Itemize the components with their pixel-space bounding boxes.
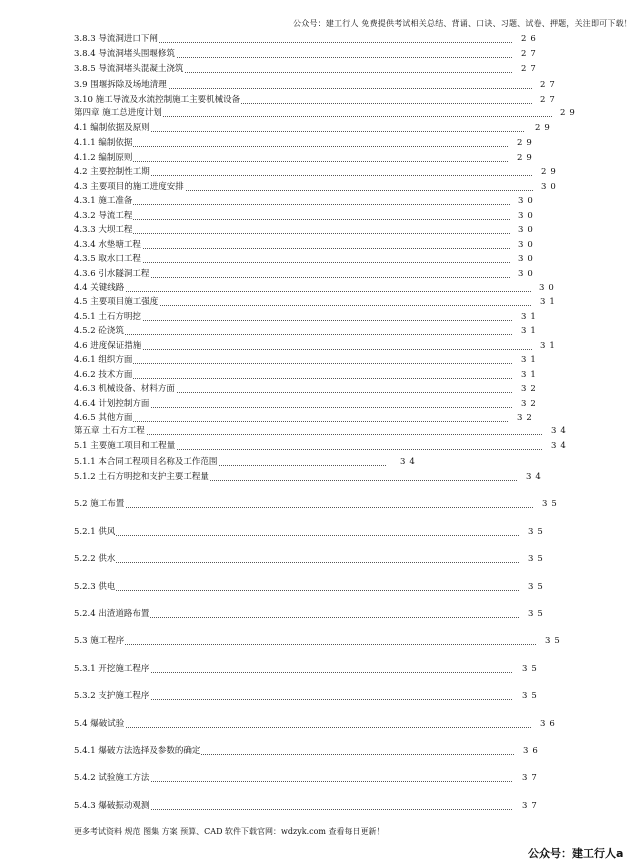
toc-entry[interactable] (74, 399, 561, 409)
toc-entry-title: 3.9 围堰拆除及场地清理 (74, 80, 167, 90)
toc-entry-title: 4.5.1 土石方明挖 (74, 312, 141, 322)
toc-entry[interactable] (74, 664, 562, 674)
toc-entry[interactable] (74, 312, 561, 322)
toc-entry-title: 3.8.5 导流洞堵头混凝土浇筑 (74, 64, 184, 74)
toc-page-number: 29 (560, 108, 579, 118)
toc-entry[interactable] (74, 773, 562, 783)
toc-entry-title: 5.2.1 供风 (74, 527, 116, 537)
toc-entry[interactable] (74, 691, 562, 701)
toc-page-number: 30 (539, 283, 558, 293)
toc-entry-title: 4.3.4 水垫塘工程 (74, 240, 141, 250)
toc-entry-title: 3.8.3 导流洞进口下闸 (74, 34, 158, 44)
toc-entry-title: 4.6 进度保证措施 (74, 341, 142, 351)
toc-entry[interactable] (74, 34, 561, 44)
header-banner: 公众号：建工行人 免费提供考试相关总结、背诵、口诀、习题、试卷、押题，关注即可下载！ (293, 19, 632, 28)
toc-entry-title: 5.3.2 支护施工程序 (74, 691, 150, 701)
toc-page-number: 35 (545, 636, 564, 646)
toc-entry-title: 4.3.2 导流工程 (74, 211, 133, 221)
toc-page-number: 29 (541, 167, 560, 177)
toc-page-number: 31 (521, 326, 540, 336)
toc-entry-title: 4.1 编制依据及原则 (74, 123, 150, 133)
toc-page-number: 30 (518, 225, 537, 235)
toc-page-number: 34 (551, 426, 570, 436)
toc-page-number: 27 (540, 95, 559, 105)
toc-dot-leader (74, 349, 532, 350)
toc-entry[interactable] (74, 801, 562, 811)
toc-entry-title: 5.2.2 供水 (74, 554, 116, 564)
toc-entry-title: 5.2.4 出渣道路布置 (74, 609, 150, 619)
toc-dot-leader (74, 644, 536, 645)
toc-entry[interactable] (74, 182, 581, 192)
toc-entry[interactable] (74, 49, 561, 59)
toc-entry[interactable] (74, 527, 568, 537)
toc-entry-title: 5.4 爆破试验 (74, 719, 125, 729)
toc-page-number: 35 (528, 609, 547, 619)
toc-entry[interactable] (74, 297, 580, 307)
toc-page-number: 30 (518, 240, 537, 250)
toc-page-number: 32 (521, 399, 540, 409)
toc-entry[interactable] (74, 211, 558, 221)
toc-page-number: 36 (540, 719, 559, 729)
toc-entry[interactable] (74, 370, 561, 380)
toc-entry-title: 第四章 施工总进度计划 (74, 108, 162, 118)
toc-entry-title: 5.1.1 本合同工程项目名称及工作范围 (74, 457, 218, 467)
toc-entry-title: 4.4 关键线路 (74, 283, 125, 293)
toc-entry[interactable] (74, 138, 557, 148)
toc-entry-title: 5.1.2 土石方明挖和支护主要工程量 (74, 472, 209, 482)
toc-page-number: 29 (517, 138, 536, 148)
toc-page-number: 31 (540, 341, 559, 351)
toc-entry-title: 4.3.5 取水口工程 (74, 254, 141, 264)
toc-page-number: 29 (517, 153, 536, 163)
toc-dot-leader (74, 146, 508, 147)
toc-entry[interactable] (74, 719, 580, 729)
toc-entry-title: 4.6.3 机械设备、材料方面 (74, 384, 175, 394)
toc-page-number: 34 (551, 441, 570, 451)
toc-entry-title: 4.6.1 组织方面 (74, 355, 133, 365)
toc-entry-title: 5.4.3 爆破振动观测 (74, 801, 150, 811)
toc-entry-title: 4.1.1 编制依据 (74, 138, 133, 148)
toc-entry[interactable] (74, 554, 568, 564)
toc-page-number: 35 (528, 554, 547, 564)
toc-entry[interactable] (74, 413, 557, 423)
toc-entry[interactable] (74, 123, 575, 133)
toc-entry[interactable] (74, 153, 557, 163)
toc-page-number: 27 (540, 80, 559, 90)
toc-dot-leader (74, 204, 510, 205)
toc-dot-leader (74, 161, 508, 162)
toc-page-number: 35 (528, 582, 547, 592)
toc-dot-leader (74, 535, 519, 536)
toc-page-number: 30 (541, 182, 560, 192)
toc-dot-leader (74, 727, 531, 728)
toc-entry[interactable] (74, 167, 581, 177)
toc-entry[interactable] (74, 499, 582, 509)
toc-entry[interactable] (74, 196, 558, 206)
toc-dot-leader (74, 219, 510, 220)
toc-entry-title: 4.3.3 大坝工程 (74, 225, 133, 235)
toc-dot-leader (74, 590, 519, 591)
toc-entry[interactable] (74, 64, 561, 74)
toc-page-number: 27 (521, 64, 540, 74)
toc-page-number: 31 (540, 297, 559, 307)
toc-page-number: 37 (522, 801, 541, 811)
toc-entry-title: 4.6.4 计划控制方面 (74, 399, 150, 409)
toc-entry-title: 4.3 主要项目的施工进度安排 (74, 182, 184, 192)
toc-entry[interactable] (74, 609, 568, 619)
toc-page-number: 26 (521, 34, 540, 44)
toc-entry[interactable] (74, 269, 558, 279)
toc-entry[interactable] (74, 80, 580, 90)
toc-entry[interactable] (74, 254, 558, 264)
toc-page-number: 31 (521, 312, 540, 322)
toc-page-number: 30 (518, 196, 537, 206)
toc-entry-title: 4.1.2 编制原则 (74, 153, 133, 163)
toc-dot-leader (74, 291, 531, 292)
toc-page-number: 31 (521, 355, 540, 365)
toc-entry[interactable] (74, 108, 600, 118)
toc-page-number: 30 (518, 254, 537, 264)
toc-page-number: 34 (526, 472, 545, 482)
toc-entry[interactable] (74, 472, 566, 482)
toc-entry-title: 4.6.2 技术方面 (74, 370, 133, 380)
toc-dot-leader (74, 562, 519, 563)
toc-entry[interactable] (74, 283, 579, 293)
toc-dot-leader (74, 378, 512, 379)
toc-entry-title: 3.8.4 导流洞堵头围堰修筑 (74, 49, 175, 59)
toc-entry-title: 4.6.5 其他方面 (74, 413, 133, 423)
toc-page-number: 34 (400, 457, 419, 467)
toc-page-number: 35 (542, 499, 561, 509)
toc-page-number: 32 (517, 413, 536, 423)
toc-page-number: 36 (523, 746, 542, 756)
toc-entry-title: 5.2 施工布置 (74, 499, 125, 509)
toc-dot-leader (74, 233, 510, 234)
toc-page-number: 32 (521, 384, 540, 394)
toc-entry[interactable] (74, 582, 568, 592)
toc-page-number: 27 (521, 49, 540, 59)
toc-entry-title: 5.2.3 供电 (74, 582, 116, 592)
toc-entry[interactable] (74, 355, 561, 365)
footer-watermark: 公众号：建工行人a (528, 847, 624, 860)
toc-dot-leader (74, 421, 508, 422)
toc-entry-title: 5.1 主要施工项目和工程量 (74, 441, 176, 451)
toc-dot-leader (74, 507, 533, 508)
toc-page-number: 30 (518, 211, 537, 221)
toc-entry-title: 4.5.2 砼浇筑 (74, 326, 124, 336)
toc-entry-title: 4.3.6 引水隧洞工程 (74, 269, 150, 279)
toc-entry[interactable] (74, 225, 558, 235)
toc-entry-title: 5.3.1 开挖施工程序 (74, 664, 150, 674)
toc-entry-title: 3.10 施工导流及水流控制施工主要机械设备 (74, 95, 241, 105)
toc-page-number: 31 (521, 370, 540, 380)
toc-entry-title: 5.4.1 爆破方法选择及参数的确定 (74, 746, 201, 756)
toc-page-number: 37 (522, 773, 541, 783)
toc-entry[interactable] (74, 636, 585, 646)
toc-dot-leader (74, 334, 512, 335)
toc-entry-title: 4.5 主要项目施工强度 (74, 297, 159, 307)
toc-entry-title: 第五章 土石方工程 (74, 426, 145, 436)
toc-entry[interactable] (74, 384, 561, 394)
toc-page-number: 35 (522, 664, 541, 674)
toc-entry[interactable] (74, 457, 440, 467)
toc-page-number: 35 (522, 691, 541, 701)
toc-entry[interactable] (74, 95, 580, 105)
toc-entry[interactable] (74, 240, 558, 250)
toc-entry[interactable] (74, 441, 591, 451)
toc-entry[interactable] (74, 326, 561, 336)
toc-entry[interactable] (74, 341, 580, 351)
toc-dot-leader (74, 363, 512, 364)
footer-text: 更多考试资料 规范 图集 方案 预算、CAD 软件下载官网：wdzyk.com 查看每日更新！ (74, 827, 385, 836)
toc-entry[interactable] (74, 426, 591, 436)
toc-page-number: 30 (518, 269, 537, 279)
toc-page-number: 35 (528, 527, 547, 537)
toc-entry-title: 5.3 施工程序 (74, 636, 125, 646)
toc-entry-title: 4.2 主要控制性工期 (74, 167, 150, 177)
toc-page-number: 29 (535, 123, 554, 133)
toc-entry[interactable] (74, 746, 563, 756)
toc-entry-title: 4.3.1 施工准备 (74, 196, 133, 206)
toc-entry-title: 5.4.2 试验施工方法 (74, 773, 150, 783)
